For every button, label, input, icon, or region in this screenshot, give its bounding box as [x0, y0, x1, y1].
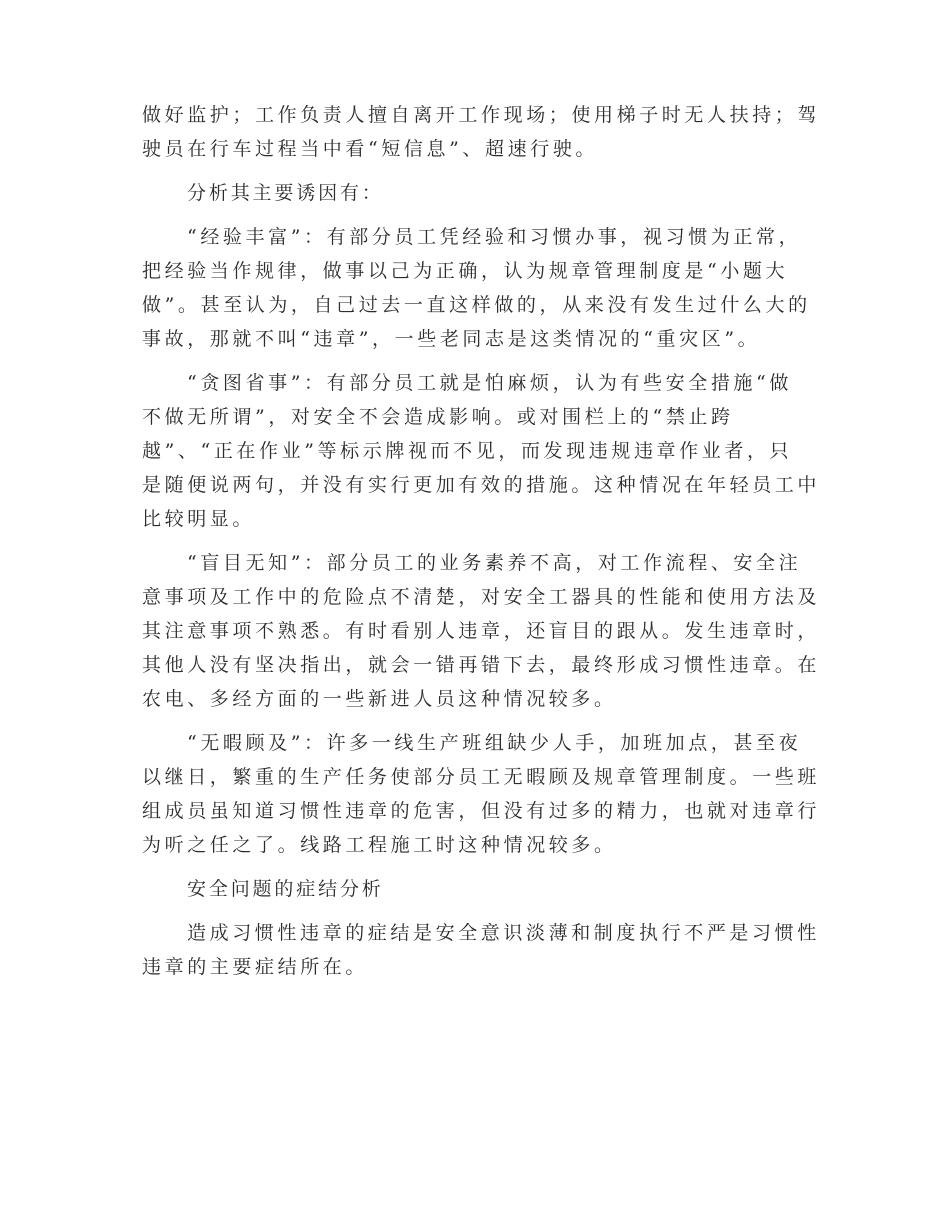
- text-line: 违章的主要症结所在。: [142, 956, 369, 978]
- text-line: 意事项及工作中的危险点不清楚，对安全工器具的性能和使用方法及: [142, 586, 821, 608]
- document-body: [142, 104, 821, 978]
- text-line: 驶员在行车过程当中看“短信息”、超速行驶。: [142, 138, 599, 160]
- text-line: “无暇顾及”：许多一线生产班组缺少人手，加班加点，甚至夜: [187, 732, 802, 754]
- paragraph-continued-violations: [142, 104, 821, 160]
- paragraph-root-cause: [142, 922, 820, 978]
- section-heading: 安全问题的症结分析: [187, 878, 384, 900]
- paragraph-experience: [142, 226, 811, 350]
- text-line: 做好监护；工作负责人擅自离开工作现场；使用梯子时无人扶持；驾: [142, 104, 821, 126]
- text-line: 把经验当作规律，做事以己为正确，认为规章管理制度是“小题大: [142, 260, 789, 282]
- text-line: 农电、多经方面的一些新进人员这种情况较多。: [142, 688, 617, 710]
- text-line: “盲目无知”：部分员工的业务素养不高，对工作流程、安全注: [187, 552, 802, 574]
- text-line: 以继日，繁重的生产任务使部分员工无暇顾及规章管理制度。一些班: [142, 766, 821, 788]
- paragraph-convenience: [142, 372, 821, 530]
- text-line: 为听之任之了。线路工程施工时这种情况较多。: [142, 834, 617, 856]
- text-line: 不做无所谓”，对安全不会造成影响。或对围栏上的“禁止跨: [142, 406, 734, 428]
- text-line: 其注意事项不熟悉。有时看别人违章，还盲目的跟从。发生违章时，: [142, 620, 821, 642]
- text-line: 其他人没有坚决指出，就会一错再错下去，最终形成习惯性违章。在: [142, 654, 821, 676]
- text-line: 组成员虽知道习惯性违章的危害，但没有过多的精力，也就对违章行: [142, 800, 821, 822]
- paragraph-no-time: [142, 732, 821, 856]
- paragraph-section-heading: [142, 880, 802, 900]
- text-line: 事故，那就不叫“违章”，一些老同志是这类情况的“重灾区”。: [142, 328, 761, 350]
- text-line: 越”、“正在作业”等标示牌视而不见，而发现违规违章作业者，只: [142, 440, 793, 462]
- paragraph-causes-heading: [142, 184, 802, 204]
- text-line: 分析其主要诱因有：: [187, 182, 384, 204]
- text-line: “经验丰富”：有部分员工凭经验和习惯办事，视习惯为正常，: [187, 226, 802, 248]
- text-line: 是随便说两句，并没有实行更加有效的措施。这种情况在年轻员工中: [142, 474, 821, 496]
- paragraph-ignorance: [142, 552, 821, 710]
- text-line: “贪图省事”：有部分员工就是怕麻烦，认为有些安全措施“做: [187, 372, 792, 394]
- text-line: 做”。甚至认为，自己过去一直这样做的，从来没有发生过什么大的: [142, 294, 811, 316]
- text-line: 造成习惯性违章的症结是安全意识淡薄和制度执行不严是习惯性: [187, 922, 820, 944]
- text-line: 比较明显。: [142, 508, 256, 530]
